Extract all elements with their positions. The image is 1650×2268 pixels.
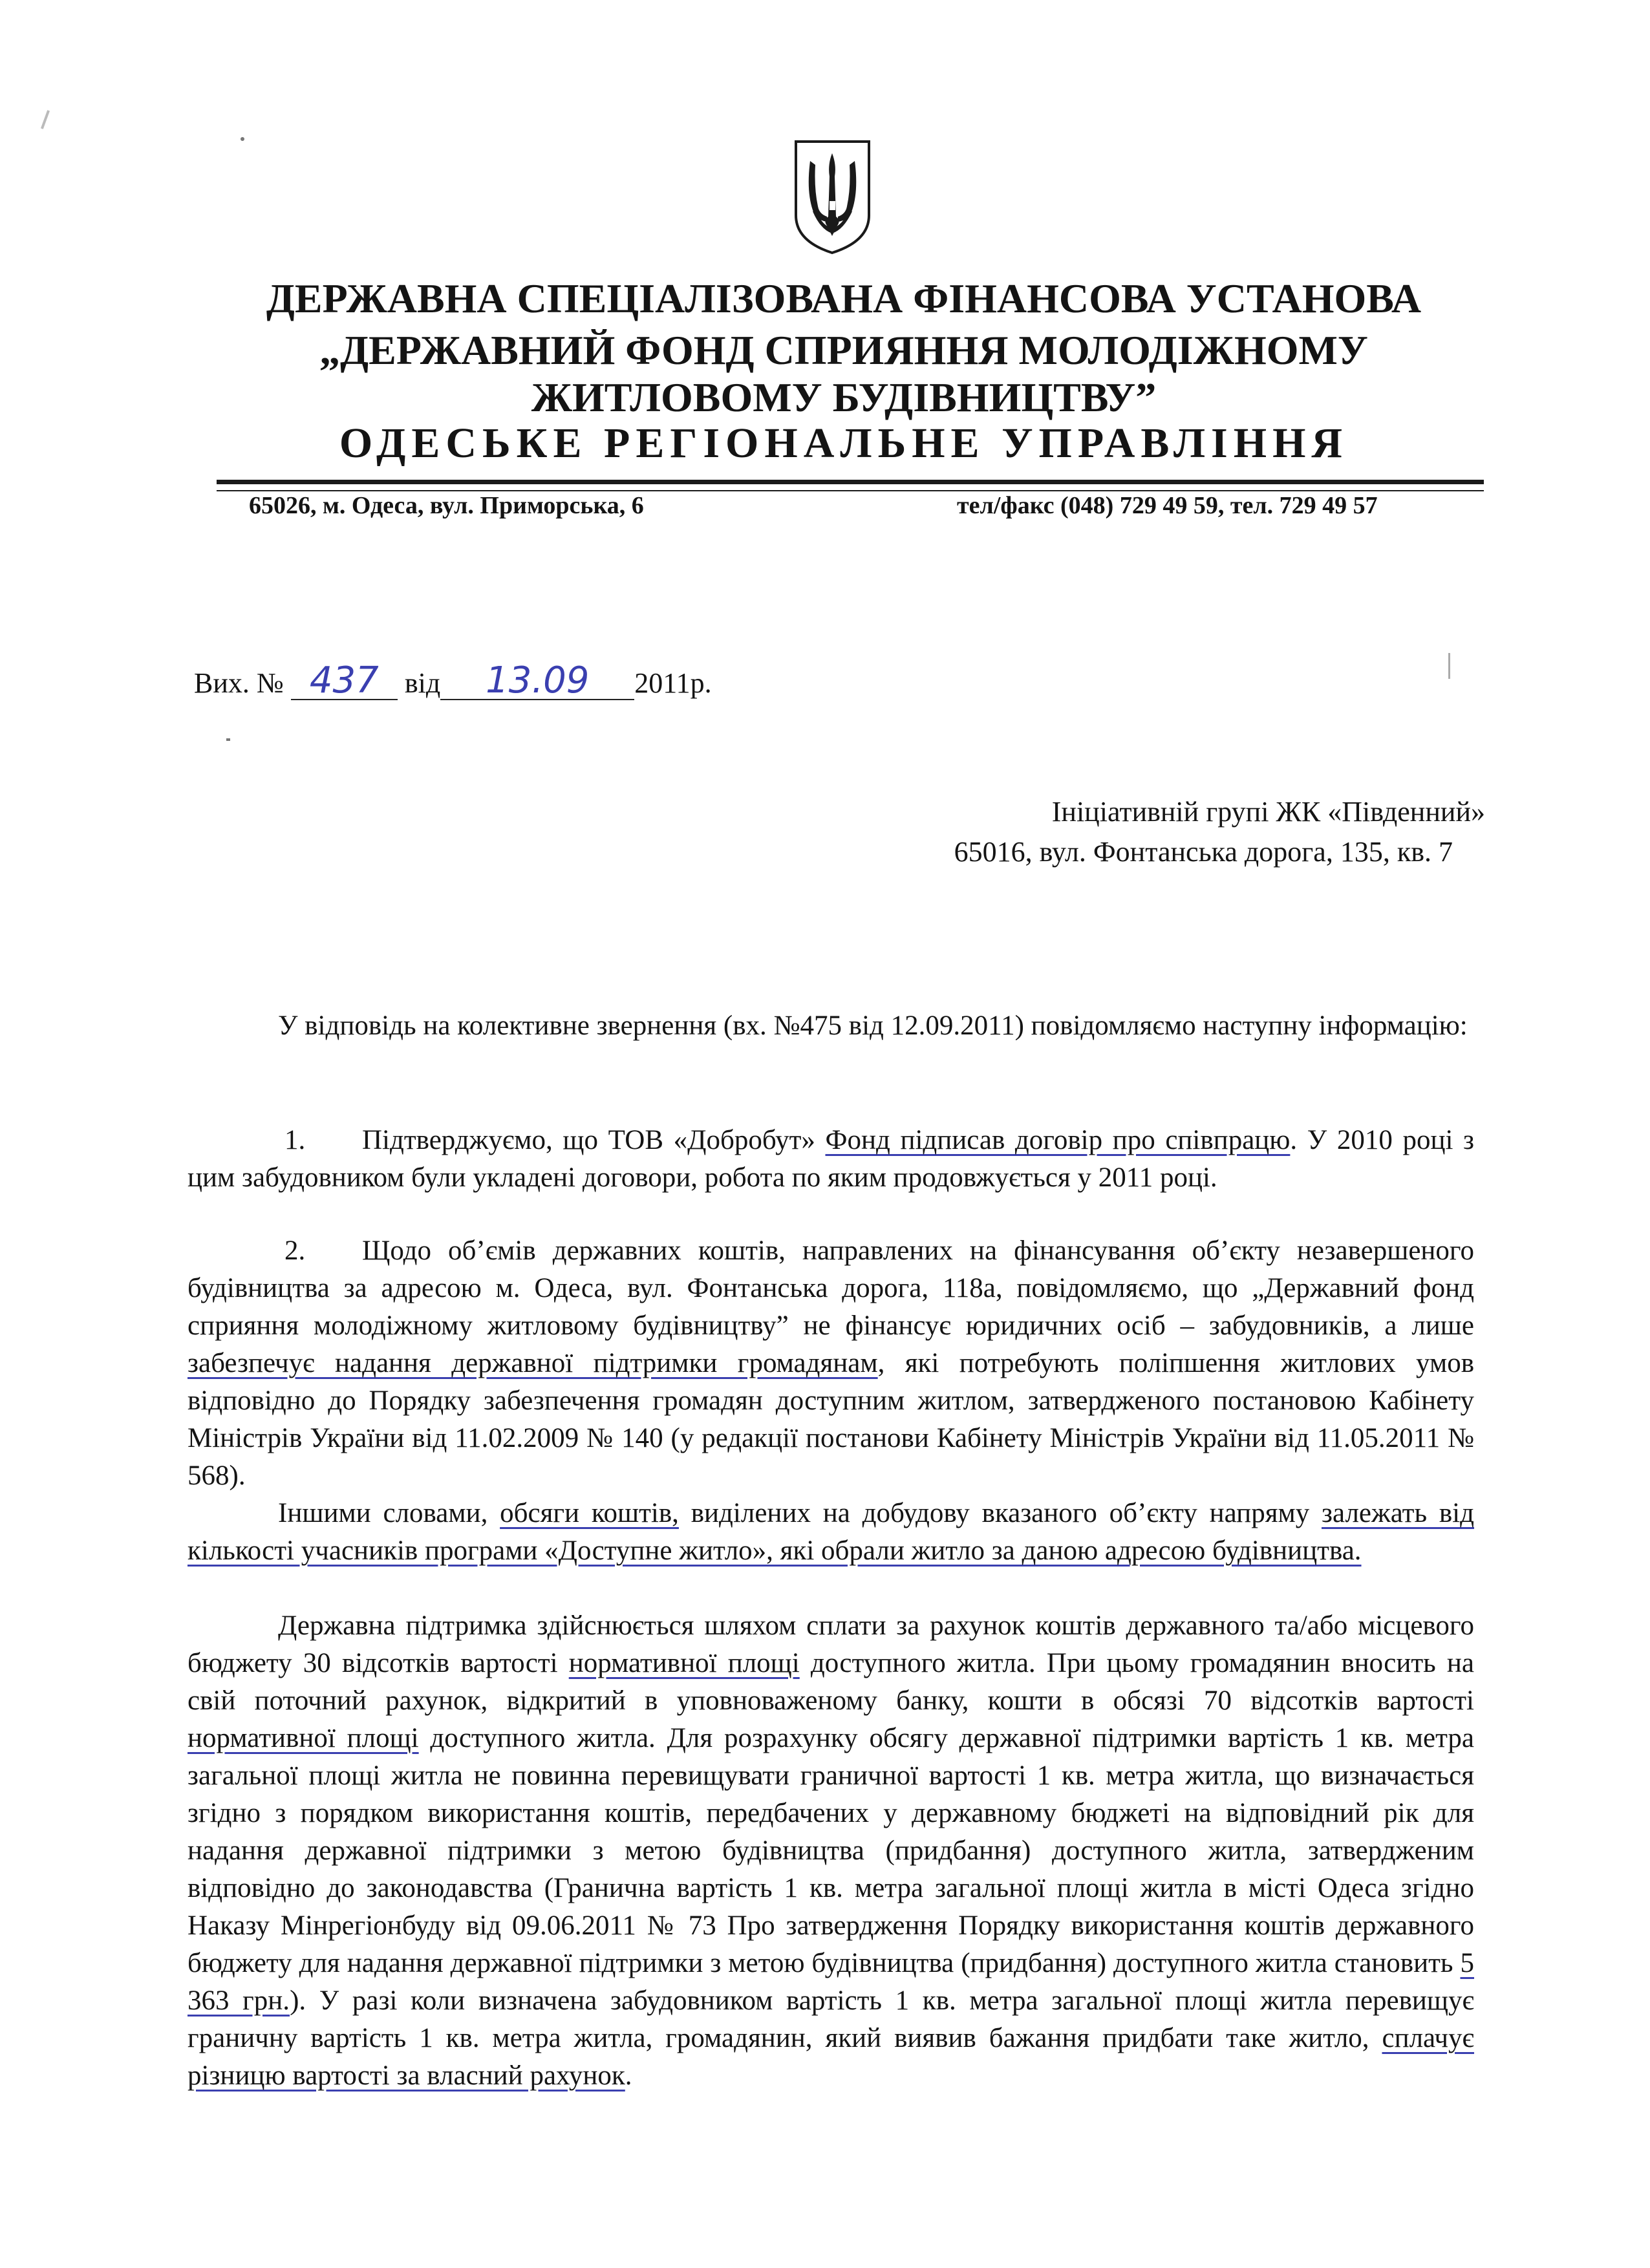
underlined-text: нормативної площі: [568, 1648, 800, 1678]
paragraph-funding: [188, 1495, 1474, 1570]
letterhead-title: ДЕРЖАВНА СПЕЦІАЛІЗОВАНА ФІНАНСОВА УСТАНОВА: [266, 275, 1422, 321]
paragraph-text: Державна підтримка здійснюється шляхом сплати за рахунок коштів державного та/або місцевого бюджету 30 відсотків вартості: [188, 1610, 1474, 1678]
outgoing-date: 13.09: [440, 663, 634, 700]
outgoing-year: 2011р.: [634, 667, 712, 699]
underlined-text: забезпечує надання державної підтримки громадянам: [188, 1348, 878, 1378]
paragraph-text: Щодо об’ємів державних коштів, направлених на фінансування об’єкту незавершеного будівництва за адресою м. Одеса, вул. Фонтанська дорога, 118а, повідомляємо, що „Державний фонд сприяння молодіжному житловому будівництву” не фінансує юридичних осіб – забудовників, а лише: [188, 1236, 1474, 1341]
letterhead-fund-name-cont: ЖИТЛОВОМУ БУДІВНИЦТВУ”: [531, 374, 1157, 420]
scan-mark: [241, 137, 244, 141]
paragraph-text: ). У разі коли визначена забудовником вартість 1 кв. метра загальної площі житла перевищує граничну вартість 1 кв. метра житла, громадянин, який виявив бажання придбати таке житло,: [188, 1985, 1474, 2053]
intro-paragraph: У відповідь на колективне звернення (вх. №475 від 12.09.2011) повідомляємо наступну інформацію:: [278, 1011, 1468, 1041]
sender-address: 65026, м. Одеса, вул. Приморська, 6: [249, 492, 644, 519]
recipient-name: Ініціативній групі ЖК «Південний»: [1051, 796, 1485, 828]
paragraph-text: Підтверджуємо, що ТОВ «Добробут»: [362, 1125, 826, 1155]
paragraph-text: .: [625, 2060, 632, 2091]
list-item-1: [188, 1122, 1474, 1197]
underlined-text: сплачує різницю вартості за власний рахунок: [188, 2023, 1474, 2091]
paragraph-text: виділених на добудову вказаного об’єкту напряму: [678, 1498, 1322, 1528]
paragraph-state-support: [188, 1607, 1474, 2095]
scan-mark: [226, 738, 230, 741]
scan-mark: [1448, 653, 1450, 679]
outgoing-prefix: Вих. №: [194, 667, 284, 699]
list-item-number: 1.: [284, 1125, 306, 1155]
underlined-text: залежать від кількості учасників програми «Доступне житло», які обрали житло за даною адресою будівництва.: [188, 1498, 1475, 1566]
recipient-address: 65016, вул. Фонтанська дорога, 135, кв. 7: [954, 836, 1453, 868]
list-item-number: 2.: [284, 1236, 306, 1266]
outgoing-number-line: [194, 659, 712, 701]
paragraph-text: , які потребують поліпшення житлових умов відповідно до Порядку забезпечення громадян доступним житлом, затвердженого постановою Кабінету Міністрів України від 11.02.2009 № 140 (у редакції постанови Кабінету Міністрів України від 11.05.2011 № 568).: [188, 1348, 1474, 1491]
paragraph-text: доступного житла. Для розрахунку обсягу державної підтримки вартість 1 кв. метра загальної площі житла не повинна перевищувати граничної вартості 1 кв. метра житла, що визначається згідно з порядком використання коштів, передбачених у державному бюджеті на відповідний рік для надання державної підтримки з метою будівництва (придбання) доступного житла, затвердженим відповідно до законодавства (Гранична вартість 1 кв. метра загальної площі житла в місті Одеса згідно Наказу Мінрегіонбуду від 09.06.2011 № 73 Про затвердження Порядку використання коштів державного бюджету для надання державної підтримки з метою будівництва (придбання) доступного житла становить: [188, 1723, 1474, 1978]
list-item-2: [188, 1232, 1474, 1495]
underlined-text: 5 363 грн.: [188, 1948, 1474, 2016]
letterhead-department: ОДЕСЬКЕ РЕГІОНАЛЬНЕ УПРАВЛІННЯ: [339, 420, 1349, 467]
letterhead-fund-name: „ДЕРЖАВНИЙ ФОНД СПРИЯННЯ МОЛОДІЖНОМУ: [319, 327, 1368, 373]
paragraph-text: доступного житла. При цьому громадянин вносить на свій поточний рахунок, відкритий в уповноваженому банку, кошти в обсязі 70 відсотків вартості: [188, 1648, 1475, 1716]
sender-phones: тел/факс (048) 729 49 59, тел. 729 49 57: [957, 492, 1378, 519]
paragraph-text: . У 2010 році з цим забудовником були укладені договори, робота по яким продовжується у 2011 році.: [188, 1125, 1474, 1193]
outgoing-from-label: від: [404, 667, 441, 699]
underlined-text: обсяги коштів,: [500, 1498, 679, 1528]
letterhead-divider: [217, 480, 1484, 484]
underlined-text: нормативної площі: [188, 1723, 419, 1753]
outgoing-number: 437: [291, 663, 398, 700]
trident-emblem-icon: [792, 139, 873, 255]
underlined-text: Фонд підписав договір про співпрацю: [825, 1125, 1291, 1155]
scan-mark: [41, 110, 50, 129]
paragraph-text: Іншими словами,: [278, 1498, 500, 1528]
